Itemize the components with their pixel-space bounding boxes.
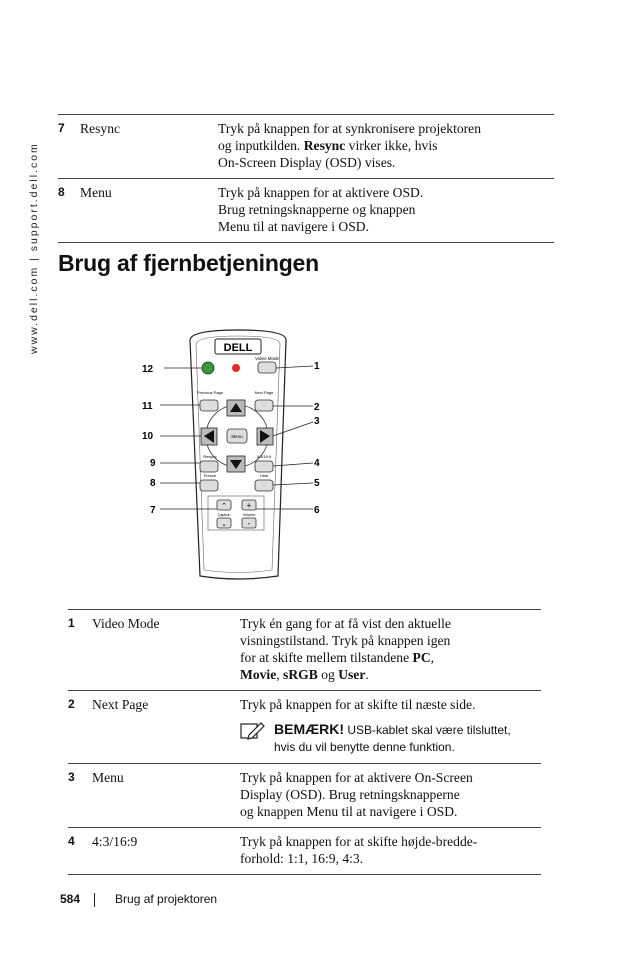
row-description: Tryk på knappen for at aktivere On-Screen Display (OSD). Brug retningsknapperne og knappen Menu til at navigere i OSD. [240, 770, 473, 819]
remote-logo: DELL [223, 342, 253, 354]
row-name: Resync [80, 121, 121, 136]
note-box [240, 721, 541, 756]
remote-control-illustration [138, 326, 378, 586]
resync-button [200, 461, 218, 472]
row-name: 4:3/16:9 [92, 834, 138, 849]
power-button [202, 362, 214, 374]
callout-8: 8 [150, 478, 156, 489]
callout-12: 12 [142, 364, 154, 375]
page-number: 584 [60, 892, 81, 906]
callout-4: 4 [314, 458, 320, 469]
row-name: Menu [92, 770, 124, 785]
page-up-icon: ⌃ [221, 503, 227, 510]
page-down-icon: ⌄ [221, 521, 227, 528]
section-heading: Brug af fjernbetjeningen [58, 250, 319, 276]
aspect-button [255, 461, 273, 472]
svg-text:Hide: Hide [259, 473, 269, 478]
callout-3: 3 [314, 416, 320, 427]
row-number: 2 [68, 697, 75, 711]
table-row [58, 115, 554, 179]
row-number: 7 [58, 121, 65, 135]
row-name: Menu [80, 185, 112, 200]
svg-text:+: + [246, 501, 252, 510]
page-footer [60, 892, 217, 906]
footer-title: Brug af projektoren [115, 892, 218, 906]
callout-11: 11 [142, 401, 153, 412]
callout-2: 2 [314, 402, 320, 413]
svg-text:Previous Page: Previous Page [196, 390, 224, 395]
row-number: 1 [68, 616, 75, 630]
callout-1: 1 [314, 361, 320, 372]
freeze-button [200, 480, 218, 491]
row-description: Tryk på knappen for at skifte højde-bredde- forhold: 1:1, 16:9, 4:3. [240, 834, 478, 866]
top-table [58, 114, 554, 243]
svg-text:-: - [247, 519, 251, 528]
callout-10: 10 [142, 431, 154, 442]
laser-indicator [232, 364, 240, 372]
table-row [68, 764, 541, 828]
row-number: 4 [68, 834, 75, 848]
svg-text:4:3/16:9: 4:3/16:9 [256, 454, 272, 459]
note-text: USB-kablet skal være tilsluttet, [344, 723, 511, 737]
table-row [68, 610, 541, 691]
sidebar-url: www.dell.com | support.dell.com [28, 142, 40, 354]
footer-divider [94, 893, 95, 907]
callout-6: 6 [314, 505, 320, 516]
row-number: 8 [58, 185, 65, 199]
row-name: Video Mode [92, 616, 160, 631]
bottom-table [68, 609, 541, 875]
callout-9: 9 [150, 458, 156, 469]
note-label: BEMÆRK! [274, 721, 344, 737]
svg-text:Menu: Menu [231, 434, 243, 439]
svg-text:Next Page: Next Page [254, 390, 274, 395]
table-row [68, 828, 541, 875]
row-name: Next Page [92, 697, 149, 712]
svg-text:Volume: Volume [242, 513, 256, 517]
row-description: Tryk på knappen for at aktivere OSD. Brug retningsknapperne og knappen Menu til at navigere i OSD. [218, 185, 424, 234]
callout-7: 7 [150, 505, 156, 516]
svg-text:Resync: Resync [203, 454, 217, 459]
row-description: Tryk én gang for at få vist den aktuelle visningstilstand. Tryk på knappen igen for at skifte mellem tilstandene PC, Movie, sRGB og User. [240, 616, 451, 682]
next-page-button [255, 400, 273, 411]
note-text: hvis du vil benytte denne funktion. [274, 740, 455, 754]
svg-text:Freeze: Freeze [203, 473, 217, 478]
pencil-note-icon [240, 721, 266, 741]
row-description: Tryk på knappen for at synkronisere projektoren og inputkilden. Resync virker ikke, hvis On-Screen Display (OSD) vises. [218, 121, 482, 170]
table-row [68, 691, 541, 764]
callout-5: 5 [314, 478, 320, 489]
video-mode-button [258, 362, 276, 373]
svg-text:Video Mode: Video Mode [255, 356, 279, 361]
svg-text:Caption: Caption [217, 513, 231, 517]
previous-page-button [200, 400, 218, 411]
row-number: 3 [68, 770, 75, 784]
hide-button [255, 480, 273, 491]
table-row [58, 179, 554, 243]
row-description: Tryk på knappen for at skifte til næste side. BEMÆRK! USB-kablet skal være tilsluttet, hvis du vil benytte denne funktion. [240, 691, 541, 764]
